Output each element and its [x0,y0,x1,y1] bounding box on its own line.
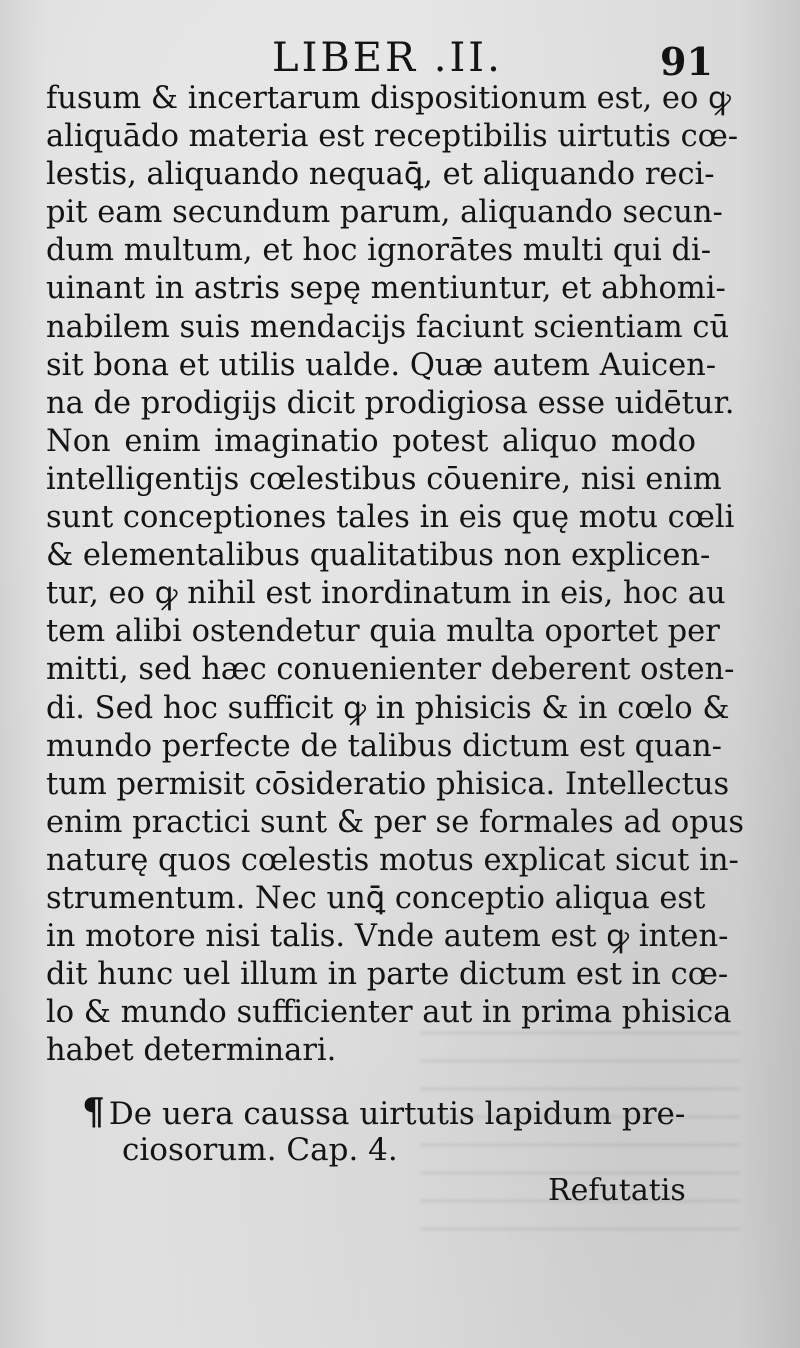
text-line: intelligentijs cœlestibus cōuenire, nisi enim [46,461,722,497]
text-line: enim practici sunt & per se formales ad opus [46,804,745,840]
text-line: uinant in astris sepę mentiuntur, et abhomi- [46,271,726,307]
text-line: in motore nisi talis. Vnde autem est ꝙ inten- [46,919,729,955]
chapter-heading-line: ciosorum. Cap. 4. [122,1132,398,1169]
text-line: habet determinari. [46,1033,337,1069]
text-line: nabilem suis mendacijs faciunt scientiam cū [46,309,730,345]
text-line: mundo perfecte de talibus dictum est quan- [46,728,722,764]
text-line: fusum & incertarum dispositionum est, eo ꝙ [46,81,731,116]
text-line: & elementalibus qualitatibus non explicen- [46,538,711,574]
pilcrow-mark: ¶ [82,1091,105,1133]
text-line: tem alibi ostendetur quia multa oportet per [46,614,720,650]
chapter-heading [82,1091,686,1169]
text-line: lestis, aliquando nequaꝗ̄, et aliquando reci- [46,157,715,193]
chapter-heading-line [82,1091,686,1133]
text-line: sit bona et utilis ualde. Quæ autem Auicen- [46,347,717,383]
chapter-heading-text: De uera caussa uirtutis lapidum pre- [108,1096,686,1132]
text-line: mitti, sed hæc conuenienter deberent osten- [46,652,735,688]
text-line: naturę quos cœlestis motus explicat sicut in- [46,842,739,878]
folio-number: 91 [660,39,713,84]
text-line: na de prodigijs dicit prodigiosa esse uidētur. [46,385,735,421]
text-line: sunt conceptiones tales in eis quę motu cœli [46,500,735,536]
page-header [0,30,800,86]
text-line: di. Sed hoc sufficit ꝙ in phisicis & in cœlo & [46,690,730,726]
text-line: Non enim imaginatio potest aliquo modo [46,423,696,459]
text-line: strumentum. Nec unꝗ̄ conceptio aliqua est [46,880,706,916]
text-line: tum permisit cōsideratio phisica. Intellectus [46,766,730,802]
text-line: dit hunc uel illum in parte dictum est in cœ- [46,957,729,993]
catchword: Refutatis [548,1173,686,1208]
body-text [46,80,745,1070]
text-line: aliquādo materia est receptibilis uirtutis cœ- [46,119,739,155]
running-head: LIBER .II. [272,35,503,81]
text-line: tur, eo ꝙ nihil est inordinatum in eis, hoc au [46,576,726,612]
text-line: pit eam secundum parum, aliquando secun- [46,195,723,231]
text-line: lo & mundo sufficienter aut in prima phisica [46,995,732,1031]
text-line: dum multum, et hoc ignorātes multi qui di- [46,233,712,269]
